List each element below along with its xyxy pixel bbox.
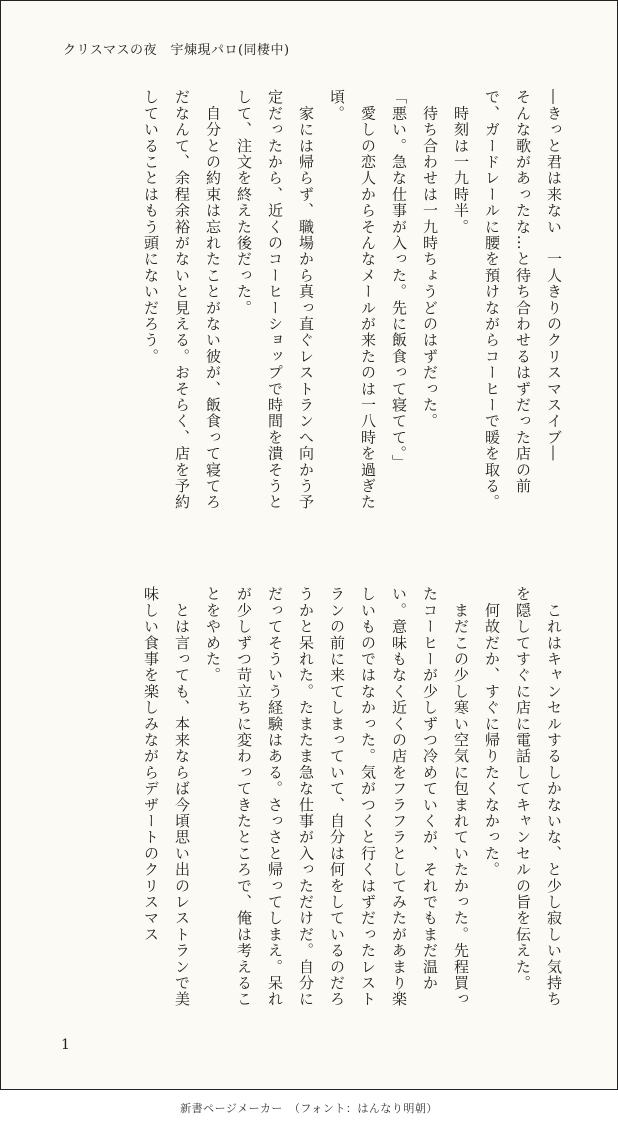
upper-text-block: [135, 89, 569, 519]
page-header: クリスマスの夜 宇煉現パロ(同棲中): [63, 43, 290, 58]
footer-credit: 新書ページメーカー （フォント：はんなり明朝）: [180, 1102, 438, 1115]
paragraph: 何故だか、すぐに帰りたくなかった。: [483, 586, 501, 878]
paragraph: とは言っても、本来ならば今頃思い出のレストランで美味しい食事を楽しみながらデザートのクリスマス: [142, 586, 191, 1008]
paragraph: 家には帰らず、職場から真っ直ぐレストランへ向かう予定だったから、近くのコーヒーショップで時間を潰そうとして、注文を終えた後だった。: [235, 89, 315, 511]
paragraph: 自分との約束は忘れたことがない彼が、飯食って寝てろだなんて、余程余裕がないと見える。おそらく、店を予約していることはもう頭にないだろう。: [142, 89, 222, 511]
paragraph: これはキャンセルするしかないな、と少し寂しい気持ちを隠してすぐに店に電話してキャンセルの旨を伝えた。: [514, 586, 563, 1008]
paragraph: 愛しの恋人からそんなメールが来たのは一八時を過ぎた頃。: [328, 89, 377, 511]
paragraph: まだこの少し寒い空気に包まれていたかった。先程買ったコーヒーが少しずつ冷めていくが、それでもまだ温かい。意味もなく近くの店をフラフラとしてみたがあまり楽しいものではなかった。気がつくと行くはずだったレストランの前に来てしまっていて、自分は何をしているのだろうかと呆れた。たまたま急な仕事が入っただけだ。自分にだってそういう経験はある。さっさと帰ってしまえ。呆れが少しずつ苛立ちに変わってきたところで、俺は考えることをやめた。: [204, 586, 470, 1008]
paragraph: ―きっと君は来ない 一人きりのクリスマスイブ―: [545, 89, 563, 462]
lower-text-block: [135, 586, 569, 1016]
paragraph: そんな歌があったな…と待ち合わせるはずだった店の前で、ガードレールに腰を預けながらコーヒーで暖を取る。: [483, 89, 532, 511]
paragraph: 「悪い。急な仕事が入った。先に飯食って寝てて。」: [390, 89, 408, 471]
page-number: 1: [61, 1037, 70, 1053]
paragraph: 時刻は一九時半。: [452, 89, 470, 235]
paragraph: 待ち合わせは一九時ちょうどのはずだった。: [421, 89, 439, 430]
